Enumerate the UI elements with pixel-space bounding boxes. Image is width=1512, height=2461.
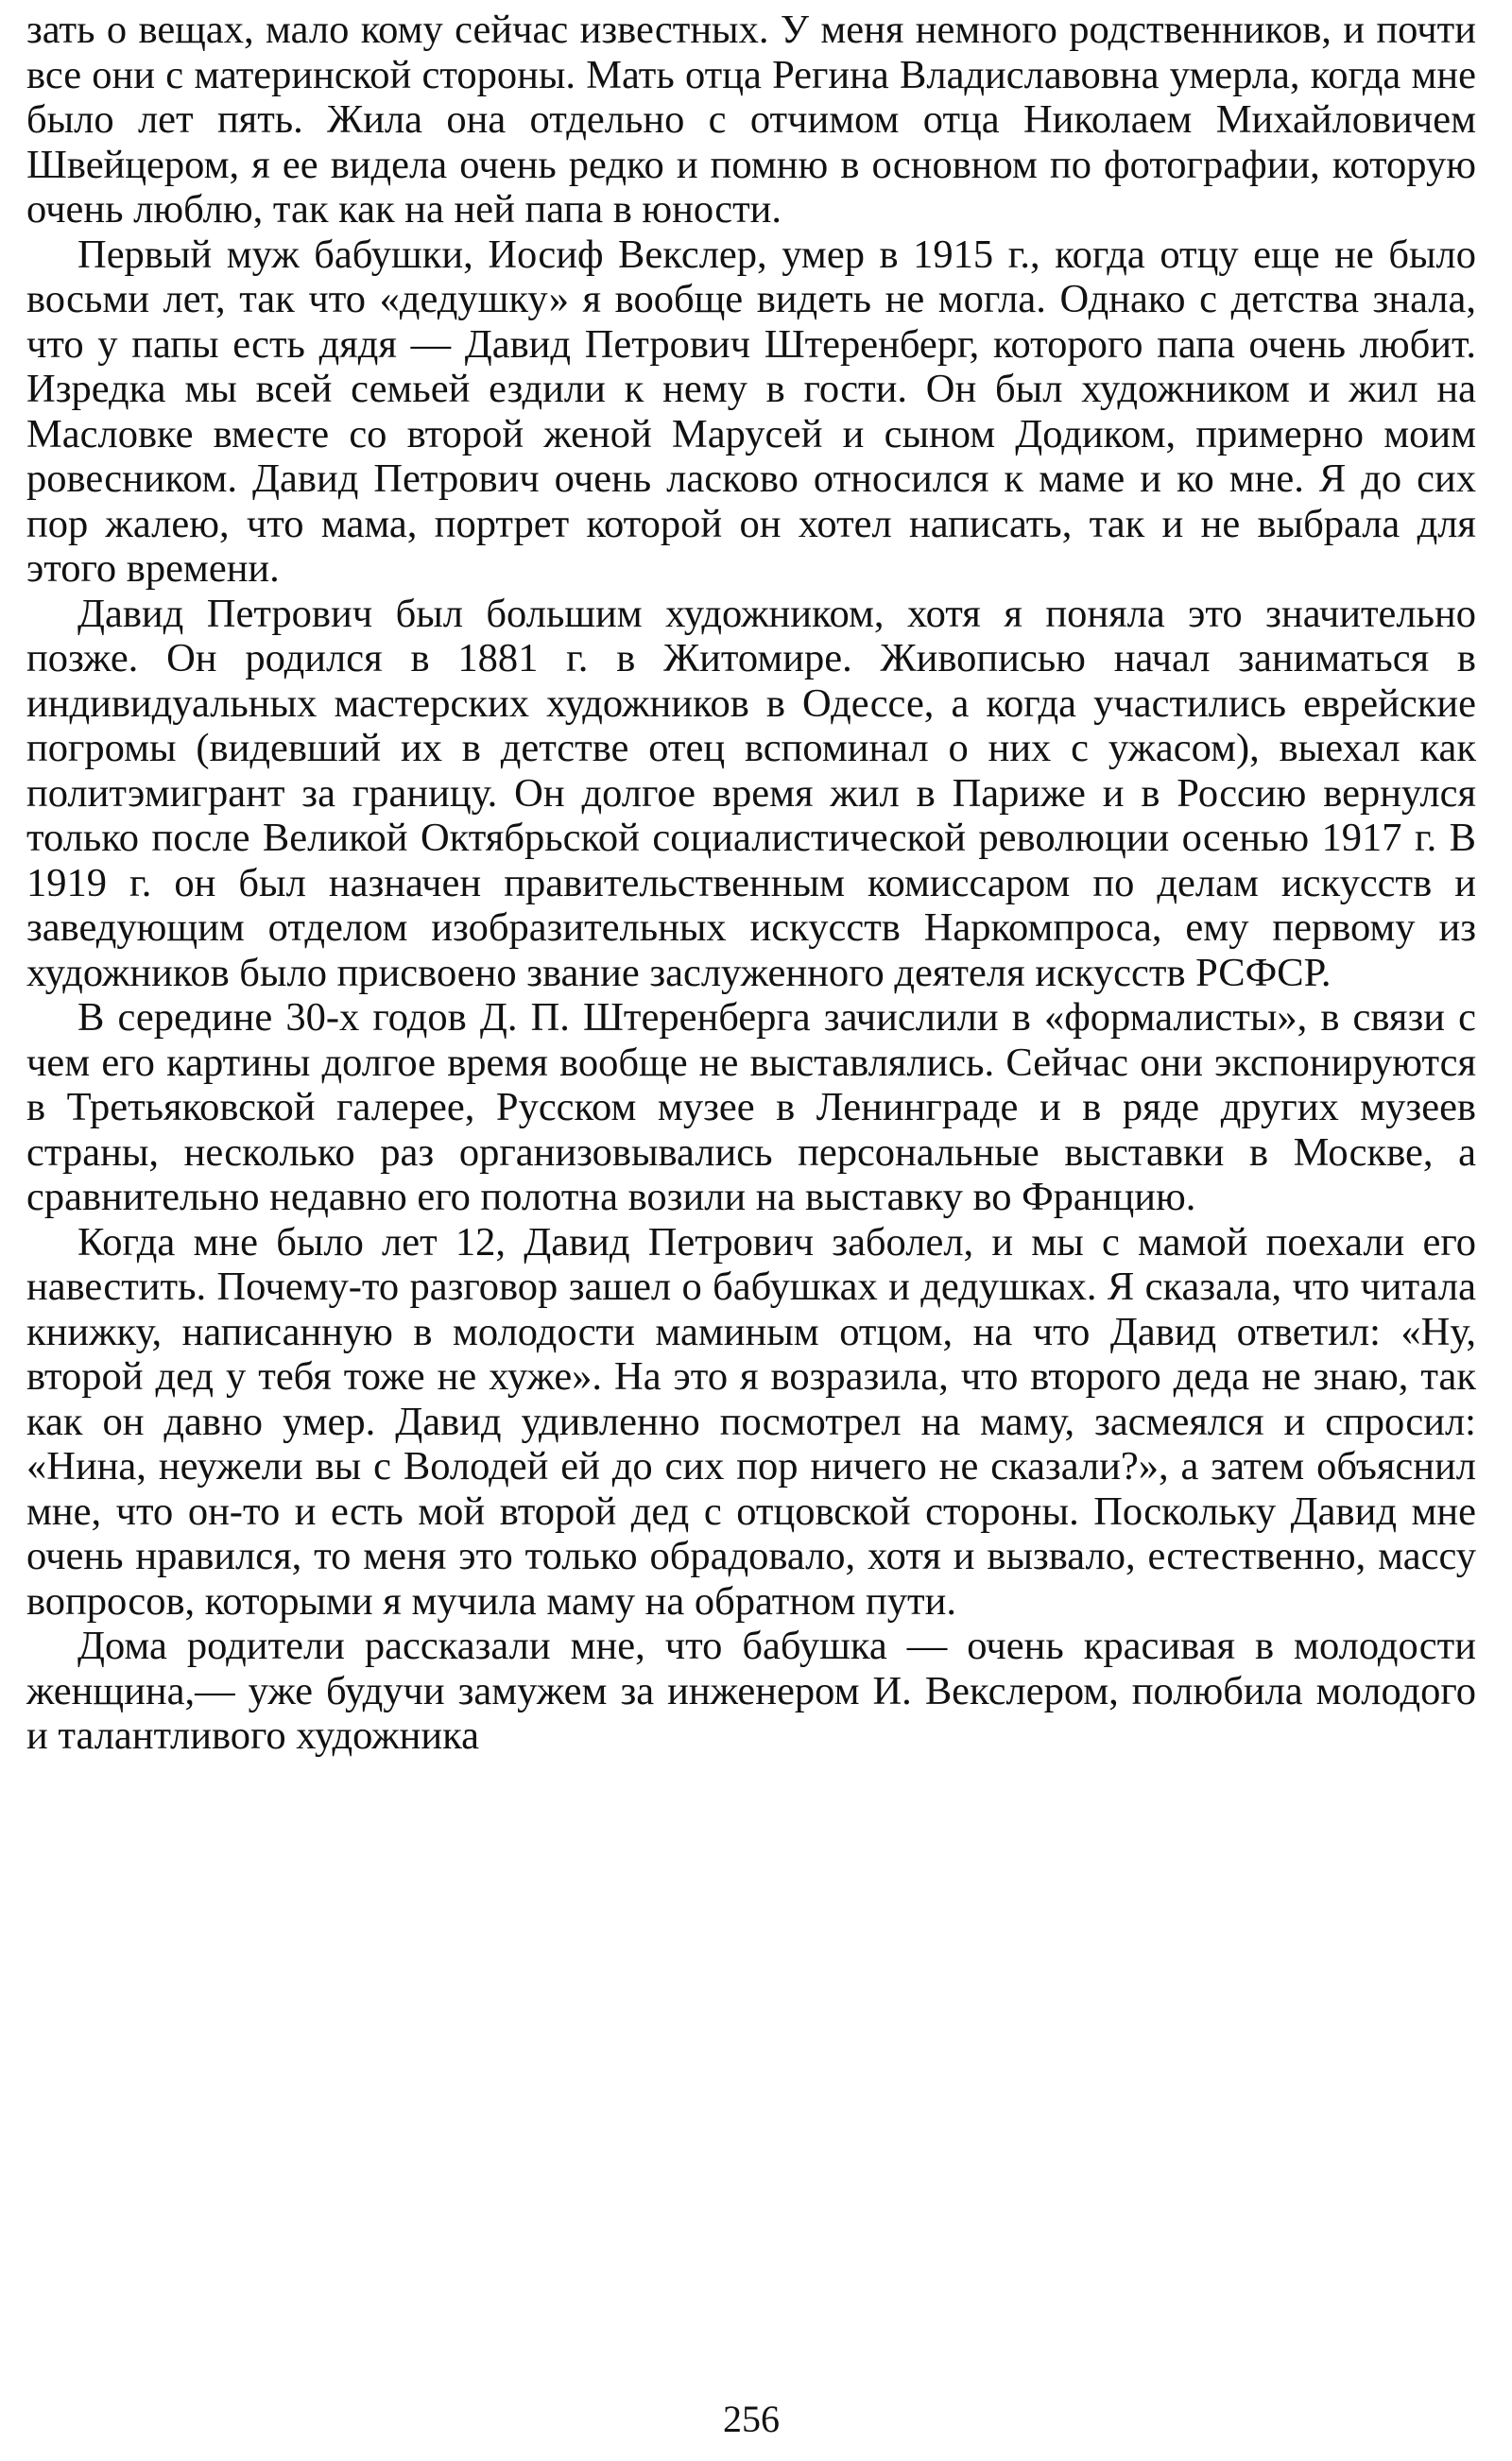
paragraph-artist-biography: Давид Петрович был большим художником, хотя я поняла это значительно позже. Он родился в 1881 г. в Житомире. Живописью начал заниматься в индивидуальных мастерских художников в Одессе, а когда участились еврейские погромы (видевший их в детстве отец вспоминал о них с ужасом), выехал как политэмигрант за границу. Он долгое время жил в Париже и в Россию вернулся только после Великой Октябрьской социалистической революции осенью 1917 г. В 1919 г. он был назначен правительственным комиссаром по делам искусств и заведующим отделом изобразительных искусств Наркомпроса, ему первому из художников было присвоено звание заслуженного деятеля искусств РСФСР. <box>26 591 1476 995</box>
page-number: 256 <box>723 2398 780 2440</box>
paragraph-parents-story: Дома родители рассказали мне, что бабушка — очень красивая в молодости женщина,— уже будучи замужем за инженером И. Векслером, полюбила молодого и талантливого художника <box>26 1624 1476 1758</box>
paragraph-formalists: В середине 30-х годов Д. П. Штеренберга зачислили в «формалисты», в связи с чем его картины долгое время вообще не выставлялись. Сейчас они экспонируются в Третьяковской галерее, Русском музее в Ленинграде и в ряде других музеев страны, несколько раз организовывались персональные выставки в Москве, а сравнительно недавно его полотна возили на выставку во Францию. <box>26 995 1476 1219</box>
paragraph-visit: Когда мне было лет 12, Давид Петрович заболел, и мы с мамой поехали его навестить. Почему-то разговор зашел о бабушках и дедушках. Я сказала, что читала книжку, написанную в молодости маминым отцом, на что Давид ответил: «Ну, второй дед у тебя тоже не хуже». На это я возразила, что второго деда не знаю, так как он давно умер. Давид удивленно посмотрел на маму, засмеялся и спросил: «Нина, неужели вы с Володей ей до сих пор ничего не сказали?», а затем объяснил мне, что он-то и есть мой второй дед с отцовской стороны. Поскольку Давид мне очень нравился, то меня это только обрадовало, хотя и вызвало, естественно, массу вопросов, которыми я мучила маму на обратном пути. <box>26 1219 1476 1624</box>
text-column <box>26 8 1476 1759</box>
paragraph-continuation: зать о вещах, мало кому сейчас известных. У меня немного родственников, и почти все они с материнской стороны. Мать отца Регина Владиславовна умерла, когда мне было лет пять. Жила она отдельно с отчимом отца Николаем Михайловичем Швейцером, я ее видела очень редко и помню в основном по фотографии, которую очень люблю, так как на ней папа в юности. <box>26 8 1476 232</box>
paragraph-first-husband: Первый муж бабушки, Иосиф Векслер, умер в 1915 г., когда отцу еще не было восьми лет, так что «дедушку» я вообще видеть не могла. Однако с детства знала, что у папы есть дядя — Давид Петрович Штеренберг, которого папа очень любит. Изредка мы всей семьей ездили к нему в гости. Он был художником и жил на Масловке вместе со второй женой Марусей и сыном Додиком, примерно моим ровесником. Давид Петрович очень ласково относился к маме и ко мне. Я до сих пор жалею, что мама, портрет которой он хотел написать, так и не выбрала для этого времени. <box>26 232 1476 591</box>
book-page <box>26 8 1476 2446</box>
